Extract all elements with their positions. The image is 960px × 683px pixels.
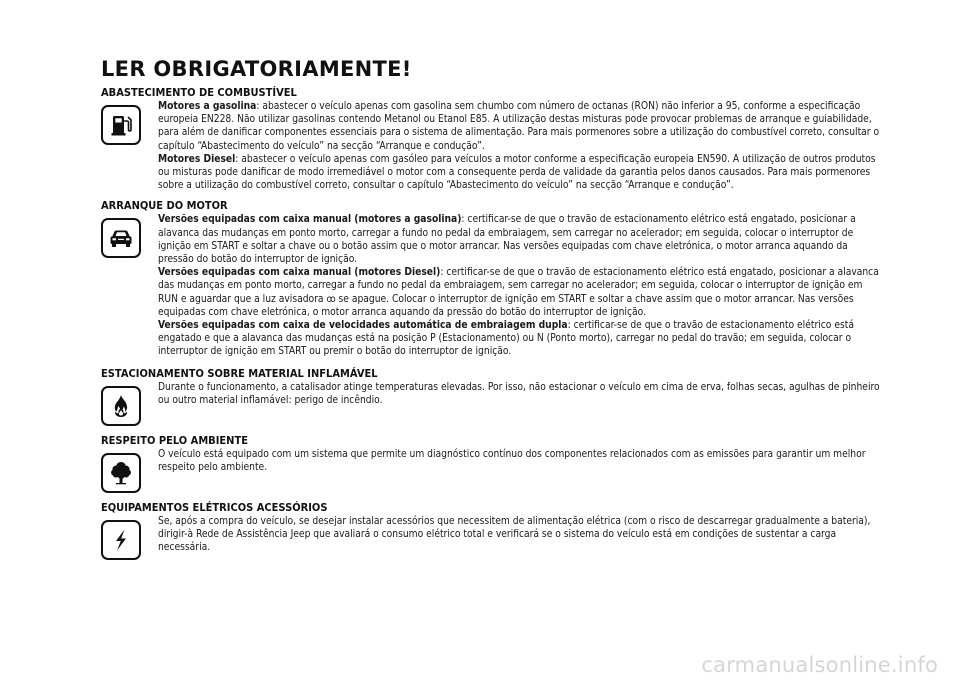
section-environment (101, 434, 881, 493)
lightning-icon (101, 520, 141, 560)
section-title-fuel: ABASTECIMENTO DE COMBUSTÍVEL (101, 86, 297, 99)
paragraph-dual-clutch: Versões equipadas com caixa de velocidades automática de embraiagem dupla: certificar-se de que o travão de estacionamento elétrico está engatado e que a alavanca das mudanças está na posição P (Estacionamento) ou N (Ponto morto), carregar no pedal do travão; em seguida, colocar o interruptor de ignição em START ou premir o botão do interruptor de ignição. (158, 320, 854, 358)
section-title-electrical: EQUIPAMENTOS ELÉTRICOS ACESSÓRIOS (101, 500, 328, 514)
paragraph-manual-diesel: Versões equipadas com caixa manual (motores Diesel): certificar-se de que o travão de estacionamento elétrico está engatado, posicionar a alavanca das mudanças em ponto morto, carregar a fundo no pedal da embraiagem, sem carregar no acelerador; em seguida, colocar o interruptor de ignição em RUN e aguardar que a luz avisadora ꝏ se apague. Colocar o interruptor de ignição em START e soltar a chave assim que o motor arrancar. Nas versões equipadas com chave eletrónica, o motor arranca aquando da pressão do botão do interruptor de ignição. (158, 267, 879, 318)
paragraph-diesel: Motores Diesel: abastecer o veículo apenas com gasóleo para veículos a motor conforme a especificação europeia EN590. A utilização de outros produtos ou misturas pode danificar de modo irremediável o motor com a consequente perda de validade da garantia pelos danos causados. Para mais pormenores sobre a utilização do combustível correto, consultar o capítulo “Abastecimento do veículo” na secção “Arranque e condução”. (158, 153, 876, 192)
paragraph-petrol: Motores a gasolina: abastecer o veículo apenas com gasolina sem chumbo com número de octanas (RON) não inferior a 95, conforme a especificação europeia EN228. Não utilizar gasolinas contendo Metanol ou Etanol E85. A utilização destas misturas pode provocar problemas de arranque e guiabilidade, para além de danificar componentes essenciais para o sistema de alimentação. Para mais pormenores sobre a utilização do combustível correto, consultar o capítulo “Abastecimento do veículo” na secção “Arranque e condução”. (158, 101, 880, 152)
paragraph-electrical: Se, após a compra do veículo, se desejar instalar acessórios que necessitem de alimentação elétrica (com o risco de descarregar gradualmente a bateria), dirigir-à Rede de Assistência Jeep que avaliará o consumo elétrico total e verificará se o sistema do veículo está em condições de sustentar a carga necessária. (158, 515, 871, 554)
tree-icon (101, 453, 141, 493)
section-title-engine-start: ARRANQUE DO MOTOR (101, 199, 228, 213)
section-title-environment: RESPEITO PELO AMBIENTE (101, 433, 248, 447)
car-icon (101, 218, 141, 258)
fire-icon (101, 386, 141, 426)
paragraph-manual-petrol: Versões equipadas com caixa manual (motores a gasolina): certificar-se de que o travão de estacionamento elétrico está engatado, posicionar a alavanca das mudanças em ponto morto, carregar a fundo no pedal da embraiagem, sem carregar no acelerador; em seguida, colocar o interruptor de ignição em START e soltar a chave ou o botão assim que o motor arrancar. Nas versões equipadas com chave eletrónica, o motor arranca aquando da pressão do botão do interruptor de ignição. (158, 214, 856, 266)
watermark: carmanualsonline.info (701, 653, 938, 677)
section-electrical (101, 501, 881, 560)
page-title: LER OBRIGATORIAMENTE! (101, 57, 412, 81)
section-engine-start (101, 199, 881, 358)
section-title-flammable: ESTACIONAMENTO SOBRE MATERIAL INFLAMÁVEL (101, 366, 378, 380)
section-fuel (101, 86, 881, 192)
section-flammable (101, 367, 881, 426)
paragraph-flammable: Durante o funcionamento, a catalisador atinge temperaturas elevadas. Por isso, não estacionar o veículo em cima de erva, folhas secas, agulhas de pinheiro ou outro material inflamável: perigo de incêndio. (158, 381, 880, 406)
page (101, 56, 881, 560)
paragraph-environment: O veículo está equipado com um sistema que permite um diagnóstico contínuo dos componentes relacionados com as emissões para garantir um melhor respeito pelo ambiente. (158, 448, 866, 473)
glow-plug-warning-icon: ꝏ (326, 293, 336, 305)
fuel-pump-icon (101, 105, 141, 145)
